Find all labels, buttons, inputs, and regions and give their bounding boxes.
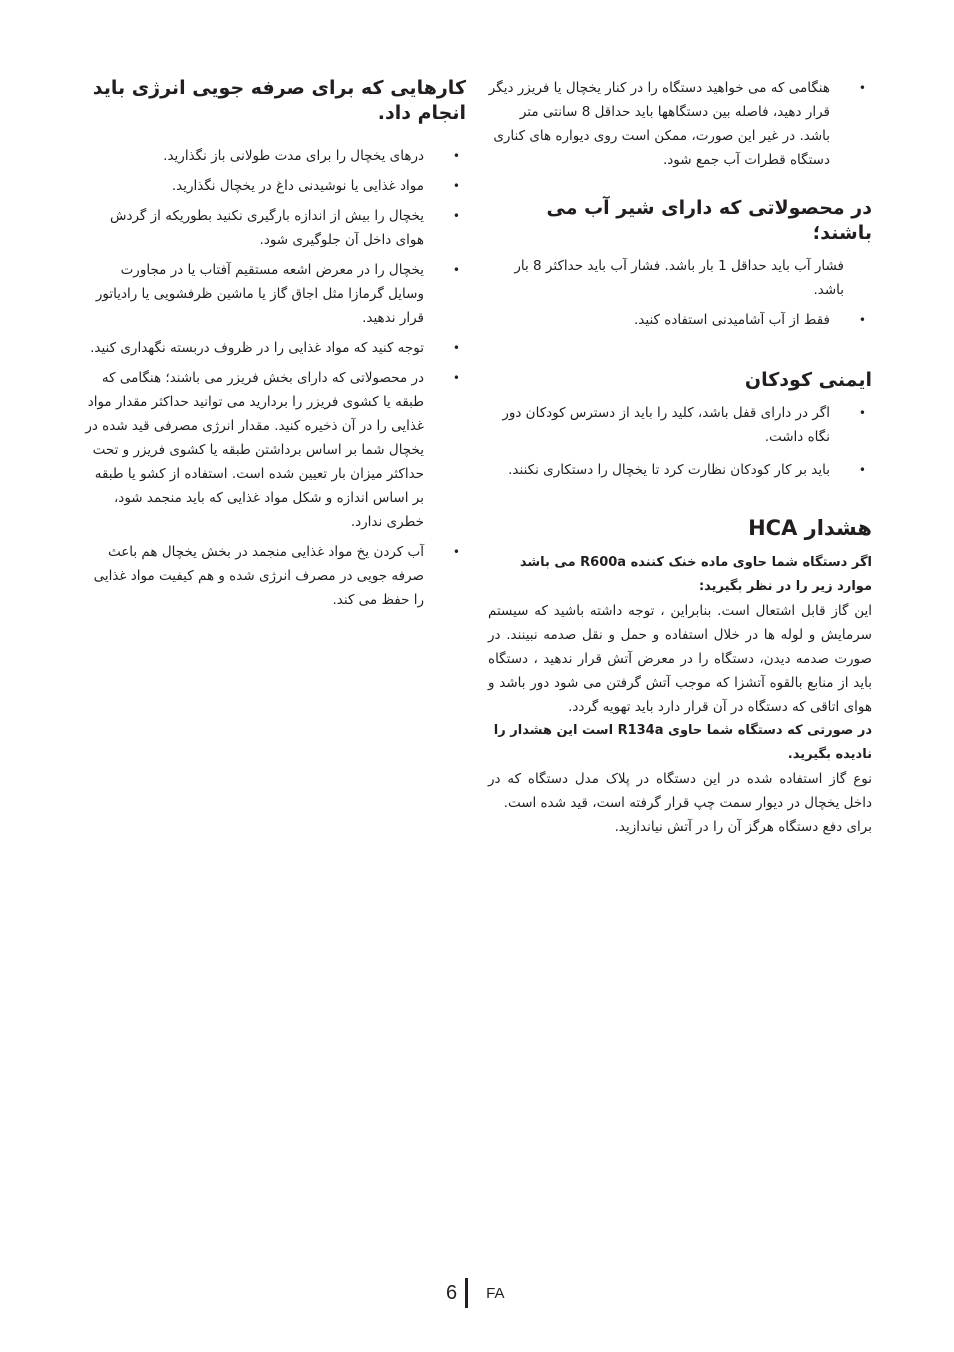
list-item	[82, 540, 466, 612]
list-item-text: یخچال را بیش از اندازه بارگیری نکنید بطوریکه از گردش هوای داخل آن جلوگیری شود.	[109, 208, 424, 248]
bullet-icon: •	[452, 371, 460, 385]
list-item-text: یخچال را در معرض اشعه مستقیم آفتاب یا در مجاورت وسایل گرمازا مثل اجاق گاز یا ماشین ظرفشویی یا رادیاتور قرار ندهید.	[95, 262, 424, 326]
list-item-text: در محصولاتی که دارای بخش فریزر می باشند؛ هنگامی که طبقه یا کشوی فریزر را بردارید می توانید حداکثر مقدار مواد غذایی را در آن ذخیره کنید. مقدار انرژی مصرفی قید شده در یخچال شما بر اساس برداشتن طبقه یا کشوی فریزر و تحت حداکثر میزان بار تعیین شده است. استفاده از کشو یا طبقه بر اساس اندازه و شکل مواد غذایی که باید منجمد شود، خطری ندارد.	[85, 370, 424, 530]
list-item-text: توجه کنید که مواد غذایی را در ظروف دربسته نگهداری کنید.	[90, 340, 424, 356]
list-item	[82, 258, 466, 330]
list-item-text: باید بر کار کودکان نظارت کرد تا یخچال را دستکاری نکنند.	[508, 462, 830, 478]
right-column	[488, 76, 872, 839]
bullet-icon: •	[858, 406, 866, 420]
bullet-icon: •	[452, 179, 460, 193]
hca-warning-section	[488, 516, 872, 839]
list-item	[488, 308, 872, 332]
water-list	[488, 308, 872, 332]
r600a-text: این گاز قابل اشتعال است. بنابراین ، توجه داشته باشید که سیستم سرمایش و لوله ها در خلال استفاده و حمل و نقل صدمه نبینند. در صورت صدمه دیدن، دستگاه را در معرض آتش قرار ندهید ، دستگاه باید از منابع بالقوه آتشزا که موجب آتش گرفتن می شود دور باشد و هوای اتاقی که دستگاه در آن قرار دارد باید تهویه گردد.	[488, 603, 872, 715]
bullet-icon: •	[452, 263, 460, 277]
list-item-text: فقط از آب آشامیدنی استفاده کنید.	[634, 312, 830, 328]
list-item-text: آب کردن یخ مواد غذایی منجمد در بخش یخچال هم باعث صرفه جویی در مصرف انرژی شده و هم کیفیت مواد غذایی را حفظ می کند.	[93, 544, 424, 608]
r600a-title: اگر دستگاه شما حاوی ماده خنک کننده R600a می باشد موارد زیر را در نظر بگیرید:	[519, 555, 872, 594]
bullet-icon: •	[858, 313, 866, 327]
list-item-text: هنگامی که می خواهید دستگاه را در کنار یخچال یا فریزر دیگر قرار دهید، فاصله بین دستگاهها باید حداقل 8 سانتی متر باشد. در غیر این صورت، ممکن است روی دیواره های کناری دستگاه قطرات آب جمع شود.	[488, 80, 830, 168]
left-column	[82, 76, 466, 618]
bullet-icon: •	[452, 545, 460, 559]
list-item	[82, 144, 466, 168]
list-item-text: مواد غذایی یا نوشیدنی داغ در یخچال نگذارید.	[171, 178, 424, 194]
language-code: FA	[486, 1284, 505, 1302]
child-safety-list	[488, 401, 872, 482]
bullet-icon: •	[858, 463, 866, 477]
water-pressure-paragraph: فشار آب باید حداقل 1 بار باشد. فشار آب باید حداکثر 8 بار باشد.	[514, 258, 844, 298]
page-number: 6	[446, 1281, 458, 1304]
r134a-text: نوع گاز استفاده شده در این دستگاه در پلاک مدل دستگاه که در داخل یخچال در دیوار سمت چپ قرار گرفته است، قید شده است.	[488, 771, 872, 811]
bullet-icon: •	[452, 149, 460, 163]
hca-heading: هشدار HCA	[748, 516, 872, 540]
energy-saving-list	[82, 144, 466, 612]
child-safety-section	[488, 368, 872, 482]
water-section-heading: در محصولاتی که دارای شیر آب می باشند؛	[546, 197, 872, 244]
intro-list	[488, 76, 872, 172]
footer-divider	[465, 1278, 468, 1308]
bullet-icon: •	[858, 81, 866, 95]
page-footer	[446, 1278, 504, 1308]
child-safety-heading: ایمنی کودکان	[744, 369, 872, 391]
r134a-title: در صورتی که دستگاه شما حاوی R134a است این هشدار را نادیده بگیرید.	[493, 723, 872, 762]
bullet-icon: •	[452, 209, 460, 223]
list-item	[82, 204, 466, 252]
list-item-text: اگر در دارای قفل باشد، کلید را باید از دسترس کودکان دور نگاه داشت.	[502, 405, 830, 445]
list-item	[488, 401, 872, 449]
list-item	[82, 366, 466, 534]
list-item	[82, 174, 466, 198]
list-item	[82, 336, 466, 360]
list-item-text: درهای یخچال را برای مدت طولانی باز نگذارید.	[163, 148, 424, 164]
list-item	[488, 458, 872, 482]
bullet-icon: •	[452, 341, 460, 355]
energy-saving-heading: کارهایی که برای صرفه جویی انرژی باید انجام داد.	[92, 77, 466, 124]
disposal-text: برای دفع دستگاه هرگز آن را در آتش نیاندازید.	[614, 819, 872, 835]
list-item	[488, 76, 872, 172]
water-dispenser-section	[488, 196, 872, 332]
